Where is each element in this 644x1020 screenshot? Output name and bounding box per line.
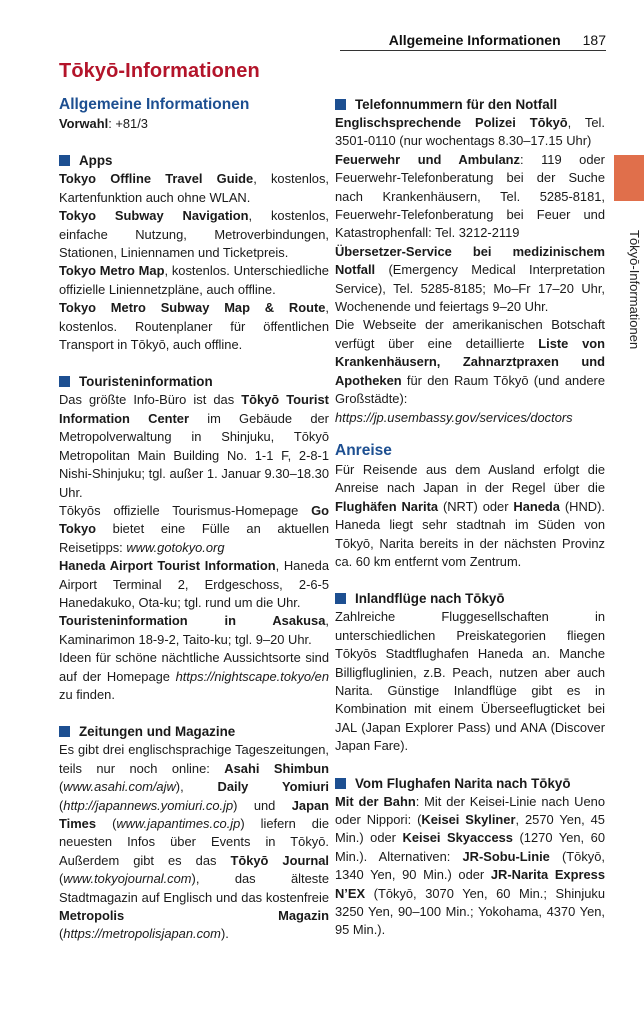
- text: Für Reisende aus dem Ausland erfolgt die Anreise nach Japan in der Regel über die: [335, 461, 605, 496]
- app-name: Tokyo Metro Subway Map & Route: [59, 300, 326, 316]
- app-name: Tokyo Metro Map: [59, 263, 165, 279]
- arrival-paragraph: [335, 461, 605, 571]
- bold-term: Haneda: [513, 498, 560, 514]
- text: Das größte Info-Büro ist das: [59, 392, 242, 408]
- app-entry: [59, 207, 329, 262]
- app-name: Tokyo Offline Travel Guide: [59, 171, 254, 187]
- tourist-info-heading-text: Touristeninformation: [79, 374, 213, 390]
- text: Die Webseite der amerikanischen Botschaft verfügt über eine detaillierte: [335, 317, 605, 351]
- text: (Emergency Medical Interpretation Service), Tel. 5285-8185; Mo–Fr 17–20 Uhr, Wochenende und feiertags 9–20 Uhr.: [335, 262, 605, 315]
- url-text: http://japannews.yomiuri.co.jp: [63, 797, 234, 813]
- app-description: , kostenlos, einfache Nutzung, Metroverbindungen, Stationen, Liniennamen und Ticketpreis.: [59, 208, 329, 261]
- text: : Mit der Keisei-Linie nach Ueno oder Nippori: (: [335, 793, 605, 827]
- bold-term: JR-Sobu-Linie: [462, 848, 550, 864]
- app-name: Tokyo Subway Navigation: [59, 208, 249, 224]
- narita-transfer-paragraph: [335, 793, 605, 940]
- text: (: [96, 816, 117, 831]
- bold-term: Go Tokyo: [59, 502, 329, 537]
- bold-term: Tōkyō Journal: [230, 852, 329, 868]
- bold-term: JR-Narita Express N’EX: [335, 867, 605, 901]
- page-number: 187: [582, 32, 606, 48]
- text: , 2570 Yen, 45 Min.) oder: [335, 812, 605, 846]
- emergency-heading: [335, 95, 605, 114]
- text: ),: [175, 779, 218, 795]
- emergency-entry: [335, 316, 605, 426]
- text: Es gibt drei englischsprachige Tageszeitungen, teils nur noch online:: [59, 742, 329, 776]
- chapter-tab-marker: [614, 155, 644, 201]
- text: (HND). Haneda liegt sehr stadtnah im Süden von Tōkyō, Narita bereits in der nächsten Provinz ca. 60 km entfernt vom Zentrum.: [335, 498, 605, 569]
- domestic-flights-paragraph: Zahlreiche Fluggesellschaften in unterschiedlichen Preiskategorien fliegen Tōkyōs Stadtflughafen Haneda an. Manche Billigfluglinien, z.B. Peach, nutzen aber auch Narita. Günstige Inlandflüge gibt es in Kombination mit einem Überseeflugticket bei JAL (Japan Explorer Pass) und ANA (Discover Japan Fare).: [335, 609, 605, 754]
- text: ) liefern die neuesten Infos über Events in Tōkyō. Außerdem gibt es das: [59, 816, 329, 868]
- section-heading-general: Allgemeine Informationen: [59, 96, 250, 113]
- emergency-heading-text: Telefonnummern für den Notfall: [355, 97, 558, 112]
- emergency-entry: [335, 151, 605, 243]
- header-section-title: Allgemeine Informationen: [388, 32, 561, 48]
- text: (1270 Yen, 60 Min.). Alternativen:: [335, 830, 605, 864]
- square-bullet-icon: [335, 99, 346, 110]
- bold-term: Tōkyō Tourist Information Center: [59, 392, 329, 426]
- chapter-side-label: Tōkyō-Informationen: [627, 230, 642, 350]
- text: (: [59, 871, 64, 887]
- url-text: www.tokyojournal.com: [63, 871, 192, 887]
- emergency-entry: [335, 114, 605, 151]
- text: (Tōkyō, 1340 Yen, 90 Min.) oder: [335, 848, 605, 883]
- tourist-info-heading: [59, 372, 329, 391]
- url-text: www.japantimes.co.jp: [116, 816, 241, 831]
- apps-heading: [59, 151, 329, 170]
- text: bietet eine Fülle an aktuellen Reisetipps:: [59, 521, 329, 555]
- bold-term: Haneda Airport Tourist Information: [59, 558, 276, 574]
- text: Ideen für schöne nächtliche Aussichtsorte sind auf der Homepage: [59, 650, 329, 684]
- app-entry: [59, 299, 329, 354]
- text: Tōkyōs offizielle Tourismus-Homepage: [59, 502, 312, 518]
- square-bullet-icon: [335, 593, 346, 604]
- text: , Kaminarimon 18-9-2, Taito-ku; tgl. 9–20 Uhr.: [59, 613, 329, 647]
- vorwahl-line: [59, 115, 329, 133]
- page-title: Tōkyō-Informationen: [59, 60, 260, 82]
- newspapers-heading: [59, 722, 329, 741]
- bold-term: Flughäfen Narita: [335, 498, 439, 514]
- emergency-entry: [335, 243, 605, 317]
- vorwahl-label: Vorwahl: [59, 116, 109, 131]
- text: für den Raum Tōkyō (und andere Großstädte):: [335, 372, 605, 407]
- text: (: [59, 926, 64, 942]
- text: , Haneda Airport Terminal 2, Erdgeschoss, 2-6-5 Hanedakuko, Ota-ku; tgl. rund um die Uhr.: [59, 558, 329, 610]
- text: im Gebäude der Metropolverwaltung in Shinjuku, Tōkyō Metropolitan Main Building No. 1-1 F, 2-8-1 Nishi-Shinjuku; tgl. außer 1. Januar 9.30–18.30 Uhr.: [59, 410, 329, 500]
- domestic-flights-heading: [335, 589, 605, 608]
- app-description: , kostenlos, Kartenfunktion auch ohne WLAN.: [59, 171, 329, 205]
- bold-term: Metropolis Magazin: [59, 908, 329, 924]
- text: (Tōkyō, 3070 Yen, 60 Min.; Shinjuku 3250 Yen, 90–100 Min.; Yokohama, 4370 Yen, 95 Min.).: [335, 885, 605, 938]
- running-header: [340, 30, 606, 50]
- app-entry: [59, 170, 329, 207]
- square-bullet-icon: [59, 376, 70, 387]
- text: : 119 oder Feuerwehr-Telefonberatung bei der Suche nach Krankenhäusern, Tel. 5285-8181, Feuerwehr-Telefonberatung bei Feuer und Katastrophenfall: Tel. 3212-2119: [335, 151, 605, 241]
- url-text: www.asahi.com/ajw: [63, 779, 176, 795]
- url-text: www.gotokyo.org: [126, 539, 225, 555]
- square-bullet-icon: [59, 155, 70, 166]
- url-text: https://jp.usembassy.gov/services/doctors: [335, 409, 573, 425]
- square-bullet-icon: [59, 726, 70, 737]
- tourist-info-paragraph: [59, 391, 329, 501]
- tourist-info-paragraph: [59, 557, 329, 612]
- bold-term: Asahi Shimbun: [224, 760, 329, 776]
- header-rule: [340, 50, 606, 51]
- bold-term: Mit der Bahn: [335, 793, 416, 809]
- bold-term: Englischsprechende Polizei Tōkyō: [335, 115, 568, 130]
- text: (: [59, 779, 64, 795]
- bold-term: Touristeninformation in Asakusa: [59, 613, 326, 629]
- bold-term: Liste von Krankenhäusern, Zahnarztpraxen und Apotheken: [335, 335, 605, 388]
- bold-term: Keisei Skyaccess: [402, 830, 513, 846]
- tourist-info-paragraph: [59, 649, 329, 704]
- newspapers-paragraph: [59, 741, 329, 943]
- narita-transfer-heading-text: Vom Flughafen Narita nach Tōkyō: [355, 775, 571, 791]
- section-heading-arrival: Anreise: [335, 441, 392, 459]
- text: ), das älteste Stadtmagazin auf Englisch und das kostenfreie: [59, 871, 329, 905]
- square-bullet-icon: [335, 778, 346, 789]
- narita-transfer-heading: [335, 774, 605, 793]
- bold-term: Daily Yomiuri: [217, 779, 329, 795]
- bold-term: Keisei Skyliner: [421, 812, 516, 827]
- tourist-info-paragraph: [59, 502, 329, 557]
- text: zu finden.: [59, 686, 115, 702]
- right-column: [335, 95, 605, 940]
- app-entry: [59, 262, 329, 299]
- domestic-flights-heading-text: Inlandflüge nach Tōkyō: [355, 591, 505, 607]
- newspapers-heading-text: Zeitungen und Magazine: [79, 724, 236, 740]
- app-description: , kostenlos. Unterschiedliche offizielle Liniennetzpläne, auch offline.: [59, 263, 329, 297]
- app-description: , kostenlos. Routenplaner für öffentlichen Transport in Tōkyō, auch offline.: [59, 300, 329, 353]
- text: (NRT) oder: [438, 498, 514, 514]
- vorwahl-value: : +81/3: [108, 116, 148, 131]
- left-column: [59, 95, 329, 944]
- bold-term: Japan Times: [59, 797, 329, 831]
- bold-term: Feuerwehr und Ambulanz: [335, 151, 520, 167]
- tourist-info-paragraph: [59, 612, 329, 649]
- text: ) und: [233, 797, 292, 813]
- text: (: [59, 797, 64, 813]
- url-text: https://nightscape.tokyo/en: [175, 668, 329, 684]
- text: , Tel. 3501-0110 (nur wochentags 8.30–17.15 Uhr): [335, 115, 605, 149]
- apps-heading-text: Apps: [79, 153, 113, 169]
- url-text: https://metropolisjapan.com: [63, 926, 221, 942]
- text: ).: [220, 926, 229, 942]
- bold-term: Übersetzer-Service bei medizinischem Notfall: [335, 243, 605, 278]
